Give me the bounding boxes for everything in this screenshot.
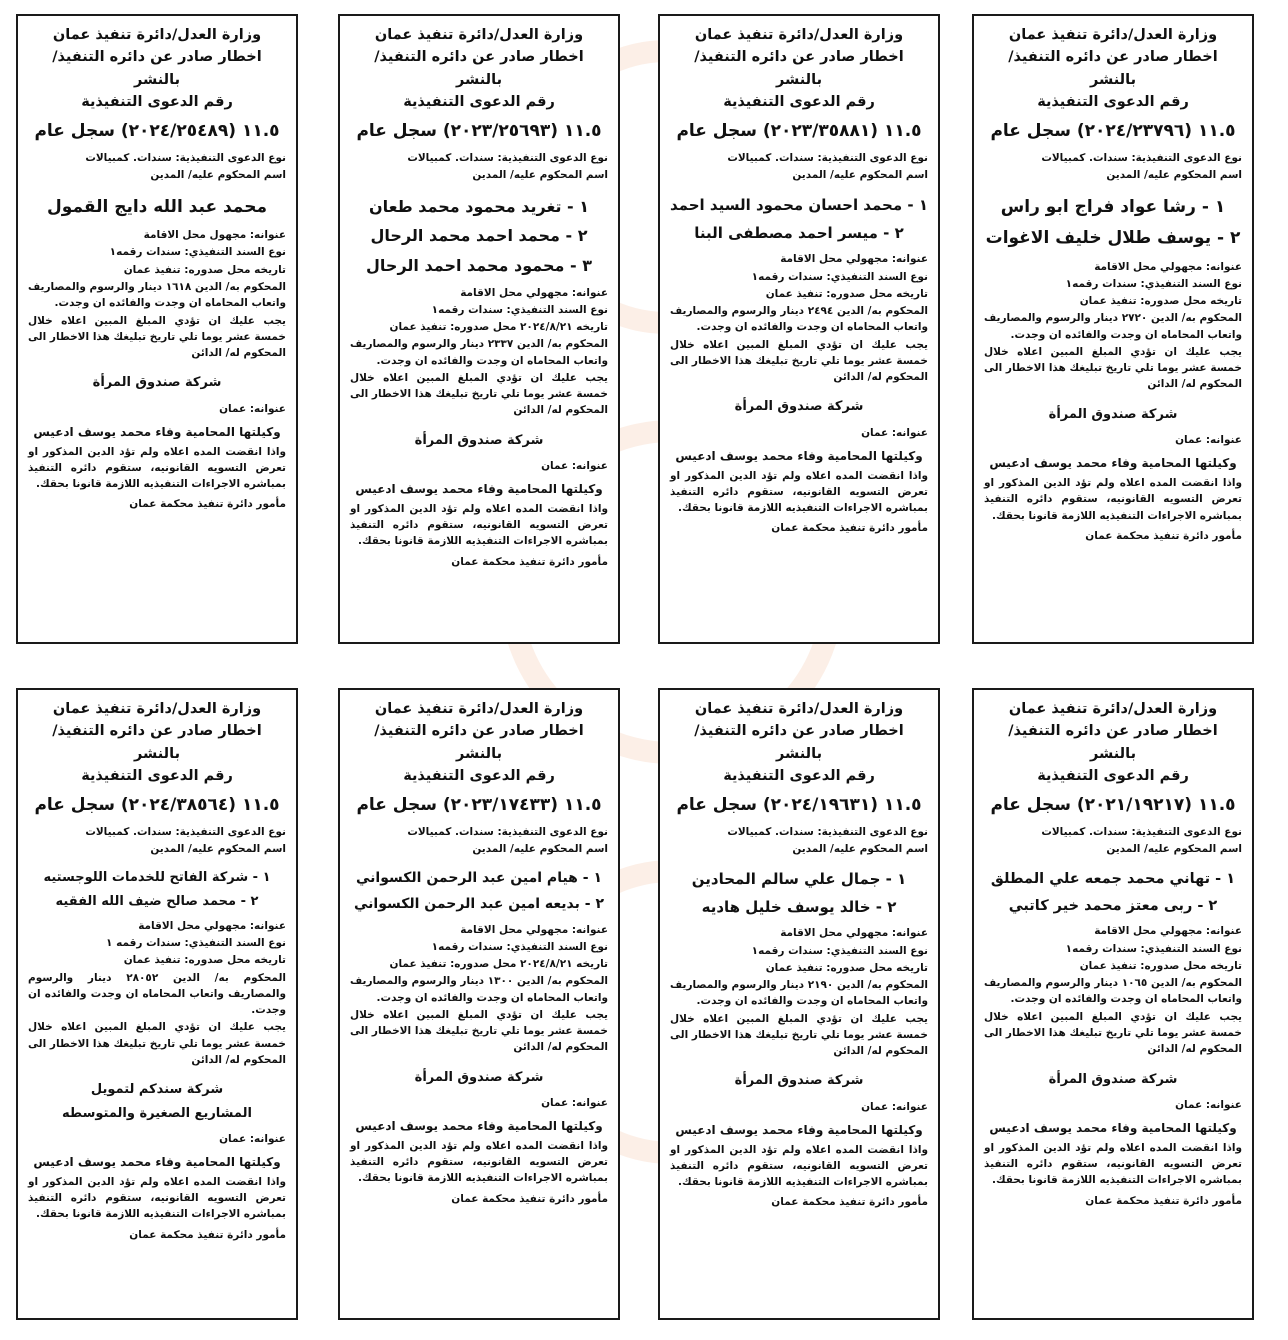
case-number: ١١.٥ (٢٠٢٣/٢٥٦٩٣) سجل عام [356, 120, 602, 141]
notice-type: اخطار صادر عن دائره التنفيذ/ بالنشر [374, 723, 584, 762]
debtor-label: اسم المحكوم عليه/ المدين [1106, 843, 1242, 856]
notice-card [16, 688, 298, 1320]
debtor-name: ١ - شركة الفاتح للخدمات اللوجستيه [43, 869, 271, 885]
debtor-label: اسم المحكوم عليه/ المدين [1106, 169, 1242, 182]
instrument-type: نوع السند التنفيذي: سندات رقمه١ [1065, 942, 1242, 955]
creditor-address: عنوانه: عمان [1175, 434, 1242, 447]
creditor-address: عنوانه: عمان [861, 1100, 928, 1113]
issue-info: تاريخه محل صدوره: تنفيذ عمان [1079, 295, 1242, 308]
case-label: رقم الدعوى التنفيذية [81, 768, 233, 785]
debtor-label: اسم المحكوم عليه/ المدين [150, 169, 286, 182]
case-number: ١١.٥ (٢٠٢٣/١٧٤٣٣) سجل عام [356, 794, 602, 815]
case-kind: نوع الدعوى التنفيذية: سندات. كمبيالات [727, 826, 928, 839]
notice-card [16, 14, 298, 644]
debtor-name: ٢ - خالد يوسف خليل هاديه [701, 897, 897, 916]
payment-demand: يجب عليك ان تؤدي المبلغ المبين اعلاه خلال خمسة عشر يوما تلي تاريخ تبليغك هذا الاخطار الى المحكوم له/ الدائن [28, 1021, 286, 1066]
case-number: ١١.٥ (٢٠٢٤/١٩٦٣١) سجل عام [676, 794, 922, 815]
debtor-names [984, 866, 1242, 920]
instrument-type: نوع السند التنفيذي: سندات رقمه١ [431, 940, 608, 953]
debtor-address: عنوانه: مجهولي محل الاقامة [1094, 925, 1242, 938]
lawyer-agent: وكيلتها المحامية وفاء محمد يوسف ادعيس [355, 482, 603, 497]
signature: مأمور دائرة تنفيذ محكمة عمان [1085, 529, 1242, 542]
case-number: ١١.٥ (٢٠٢٤/٢٥٤٨٩) سجل عام [34, 120, 280, 141]
ministry-header: وزارة العدل/دائرة تنفيذ عمان [374, 701, 584, 717]
debtor-name: ١ - رشا عواد فراج ابو راس [1000, 196, 1226, 217]
debtor-name: ١ - محمد احسان محمود السيد احمد [670, 195, 928, 214]
signature: مأمور دائرة تنفيذ محكمة عمان [1085, 1194, 1242, 1207]
debtor-names [984, 192, 1242, 255]
issue-info: تاريخه محل صدوره: تنفيذ عمان [123, 954, 286, 967]
issue-info: تاريخه محل صدوره: تنفيذ عمان [765, 287, 928, 300]
case-number: ١١.٥ (٢٠٢٤/٣٨٥٦٤) سجل عام [34, 794, 280, 815]
case-label: رقم الدعوى التنفيذية [403, 94, 555, 111]
case-label: رقم الدعوى التنفيذية [723, 768, 875, 785]
debtor-names [28, 866, 286, 914]
signature: مأمور دائرة تنفيذ محكمة عمان [451, 555, 608, 568]
enforcement-warning: واذا انقضت المده اعلاه ولم تؤد الدين المذكور او تعرض التسويه القانونيه، ستقوم دائره التنفيذ بمباشره الاجراءات التنفيذيه اللازمة قانونا بحقك. [670, 469, 928, 515]
creditor-name [350, 1066, 608, 1089]
issue-info: تاريخه محل صدوره: تنفيذ عمان [123, 263, 286, 276]
signature: مأمور دائرة تنفيذ محكمة عمان [129, 1228, 286, 1241]
case-number: ١١.٥ (٢٠٢٤/٢٣٧٩٦) سجل عام [990, 120, 1236, 141]
enforcement-warning: واذا انقضت المده اعلاه ولم تؤد الدين المذكور او تعرض التسويه القانونيه، ستقوم دائره التنفيذ بمباشره الاجراءات التنفيذيه اللازمة قانونا بحقك. [670, 1143, 928, 1189]
debtor-address: عنوانه: مجهولي محل الاقامة [460, 923, 608, 936]
notice-type: اخطار صادر عن دائره التنفيذ/ بالنشر [52, 723, 262, 762]
notice-card [338, 14, 620, 644]
lawyer-agent: وكيلتها المحامية وفاء محمد يوسف ادعيس [989, 1121, 1237, 1136]
debtor-address: عنوانه: مجهولي محل الاقامة [138, 919, 286, 932]
signature: مأمور دائرة تنفيذ محكمة عمان [451, 1192, 608, 1205]
payment-demand: يجب عليك ان تؤدي المبلغ المبين اعلاه خلال خمسة عشر يوما تلي تاريخ تبليغك هذا الاخطار الى المحكوم له/ الدائن [670, 1012, 928, 1058]
ministry-header: وزارة العدل/دائرة تنفيذ عمان [1008, 701, 1218, 717]
payment-demand: يجب عليك ان تؤدي المبلغ المبين اعلاه خلال خمسة عشر يوما تلي تاريخ تبليغك هذا الاخطار الى المحكوم له/ الدائن [28, 314, 286, 360]
debtor-name: ١ - تهاني محمد جمعه علي المطلق [990, 870, 1236, 887]
debtor-name: ٢ - محمد احمد محمد الرحال [370, 226, 588, 246]
instrument-type: نوع السند التنفيذي: سندات رقمه١ [1065, 277, 1242, 290]
notice-card [658, 688, 940, 1320]
ministry-header: وزارة العدل/دائرة تنفيذ عمان [694, 27, 904, 43]
instrument-type: نوع السند التنفيذي: سندات رقمه١ [751, 944, 928, 957]
case-number: ١١.٥ (٢٠٢٣/٣٥٨٨١) سجل عام [676, 120, 922, 141]
notice-type: اخطار صادر عن دائره التنفيذ/ بالنشر [52, 49, 262, 88]
notice-type: اخطار صادر عن دائره التنفيذ/ بالنشر [1008, 723, 1218, 762]
debtor-name: ٢ - ربى معتز محمد خير كاتبي [1008, 897, 1218, 914]
notice-type: اخطار صادر عن دائره التنفيذ/ بالنشر [374, 49, 584, 88]
creditor-name [984, 1068, 1242, 1091]
creditor-address: عنوانه: عمان [1175, 1098, 1242, 1111]
creditor-address: عنوانه: عمان [861, 426, 928, 439]
creditor-address: عنوانه: عمان [541, 460, 608, 473]
payment-demand: يجب عليك ان تؤدي المبلغ المبين اعلاه خلال خمسة عشر يوما تلي تاريخ تبليغك هذا الاخطار الى المحكوم له/ الدائن [984, 345, 1242, 391]
creditor-line: شركة سندكم لتمويل [90, 1082, 224, 1098]
creditor-address: عنوانه: عمان [219, 402, 286, 415]
judgment-amount: المحكوم به/ الدين ٢١٩٠ دينار والرسوم والمصاريف واتعاب المحاماه ان وجدت والفائده ان وجدت. [670, 979, 928, 1008]
creditor-line: شركة صندوق المرأة [414, 432, 544, 448]
lawyer-agent: وكيلتها المحامية وفاء محمد يوسف ادعيس [355, 1119, 603, 1134]
creditor-address: عنوانه: عمان [541, 1097, 608, 1110]
debtor-name: ٢ - ميسر احمد مصطفى البنا [694, 223, 904, 242]
judgment-amount: المحكوم به/ الدين ٢٣٣٧ دينار والرسوم والمصاريف واتعاب المحاماه ان وجدت والفائده ان وجدت. [350, 338, 608, 367]
debtor-names [350, 192, 608, 281]
debtor-label: اسم المحكوم عليه/ المدين [150, 843, 286, 856]
creditor-name [984, 403, 1242, 426]
judgment-amount: المحكوم به/ الدين ١٣٠٠ دينار والرسوم والمصاريف واتعاب المحاماه ان وجدت والفائده ان وجدت. [350, 975, 608, 1004]
enforcement-warning: واذا انقضت المده اعلاه ولم تؤد الدين المذكور او تعرض التسويه القانونيه، ستقوم دائره التنفيذ بمباشره الاجراءات التنفيذيه اللازمة قانونا بحقك. [984, 477, 1242, 522]
debtor-label: اسم المحكوم عليه/ المدين [472, 843, 608, 856]
creditor-name [28, 1078, 286, 1125]
issue-info: تاريخه محل صدوره: تنفيذ عمان [1079, 959, 1242, 972]
signature: مأمور دائرة تنفيذ محكمة عمان [129, 498, 286, 511]
ministry-header: وزارة العدل/دائرة تنفيذ عمان [52, 27, 262, 43]
enforcement-warning: واذا انقضت المده اعلاه ولم تؤد الدين المذكور او تعرض التسويه القانونيه، ستقوم دائره التنفيذ بمباشره الاجراءات التنفيذيه اللازمة قانونا بحقك. [350, 502, 608, 548]
creditor-line: شركة صندوق المرأة [1048, 1071, 1178, 1087]
ministry-header: وزارة العدل/دائرة تنفيذ عمان [374, 27, 584, 43]
issue-info: تاريخه ٢٠٢٤/٨/٢١ محل صدوره: تنفيذ عمان [389, 958, 608, 971]
debtor-address: عنوانه: مجهول محل الاقامة [143, 229, 286, 242]
enforcement-warning: واذا انقضت المده اعلاه ولم تؤد الدين المذكور او تعرض التسويه القانونيه، ستقوم دائره التنفيذ بمباشره الاجراءات التنفيذيه اللازمة قانونا بحقك. [984, 1141, 1242, 1187]
judgment-amount: المحكوم به/ الدين ٢٨٠٥٢ دينار والرسوم والمصاريف واتعاب المحاماه ان وجدت والفائده ان وجدت. [28, 971, 286, 1017]
judgment-amount: المحكوم به/ الدين ٢٧٢٠ دينار والرسوم والمصاريف واتعاب المحاماه ان وجدت والفائده ان وجدت. [984, 312, 1242, 341]
notice-card [338, 688, 620, 1320]
judgment-amount: المحكوم به/ الدين ١٠٦٥ دينار والرسوم والمصاريف واتعاب المحاماه ان وجدت والفائده ان وجدت. [984, 977, 1242, 1006]
case-label: رقم الدعوى التنفيذية [81, 94, 233, 111]
case-kind: نوع الدعوى التنفيذية: سندات. كمبيالات [407, 826, 608, 839]
notice-card [658, 14, 940, 644]
case-label: رقم الدعوى التنفيذية [1037, 94, 1189, 111]
lawyer-agent: وكيلتها المحامية وفاء محمد يوسف ادعيس [675, 449, 923, 464]
case-number: ١١.٥ (٢٠٢١/١٩٢١٧) سجل عام [990, 794, 1236, 815]
debtor-name: ٢ - محمد صالح ضيف الله الفقيه [55, 893, 259, 909]
debtor-name: ١ - هيام امين عبد الرحمن الكسواني [356, 869, 602, 886]
creditor-line: شركة صندوق المرأة [1048, 406, 1178, 422]
case-kind: نوع الدعوى التنفيذية: سندات. كمبيالات [85, 826, 286, 839]
payment-demand: يجب عليك ان تؤدي المبلغ المبين اعلاه خلال خمسة عشر يوما تلي تاريخ تبليغك هذا الاخطار الى المحكوم له/ الدائن [984, 1010, 1242, 1056]
debtor-names [350, 866, 608, 918]
payment-demand: يجب عليك ان تؤدي المبلغ المبين اعلاه خلال خمسة عشر يوما تلي تاريخ تبليغك هذا الاخطار الى المحكوم له/ الدائن [350, 1008, 608, 1054]
judgment-amount: المحكوم به/ الدين ٢٤٩٤ دينار والرسوم والمصاريف واتعاب المحاماه ان وجدت والفائده ان وجدت. [670, 305, 928, 334]
case-label: رقم الدعوى التنفيذية [403, 768, 555, 785]
judgment-amount: المحكوم به/ الدين ١٦١٨ دينار والرسوم والمصاريف واتعاب المحاماه ان وجدت والفائده ان وجدت. [28, 280, 286, 310]
ministry-header: وزارة العدل/دائرة تنفيذ عمان [1008, 27, 1218, 43]
lawyer-agent: وكيلتها المحامية وفاء محمد يوسف ادعيس [33, 424, 281, 439]
creditor-name [670, 1069, 928, 1092]
enforcement-warning: واذا انقضت المده اعلاه ولم تؤد الدين المذكور او تعرض التسويه القانونيه، ستقوم دائره التنفيذ بمباشره الاجراءات التنفيذيه اللازمة قانونا بحقك. [350, 1139, 608, 1185]
debtor-name: ١ - جمال علي سالم المحادين [691, 869, 907, 888]
instrument-type: نوع السند التنفيذي: سندات رقمه١ [431, 303, 608, 316]
creditor-line: شركة صندوق المرأة [734, 1073, 864, 1089]
creditor-name [670, 395, 928, 418]
debtor-address: عنوانه: مجهولي محل الاقامة [780, 253, 928, 266]
debtor-label: اسم المحكوم عليه/ المدين [792, 843, 928, 856]
ministry-header: وزارة العدل/دائرة تنفيذ عمان [52, 701, 262, 717]
instrument-type: نوع السند التنفيذي: سندات رقمه١ [751, 270, 928, 283]
payment-demand: يجب عليك ان تؤدي المبلغ المبين اعلاه خلال خمسة عشر يوما تلي تاريخ تبليغك هذا الاخطار الى المحكوم له/ الدائن [670, 338, 928, 384]
notice-card [972, 688, 1254, 1320]
creditor-name [350, 429, 608, 452]
case-kind: نوع الدعوى التنفيذية: سندات. كمبيالات [407, 152, 608, 165]
creditor-address: عنوانه: عمان [219, 1133, 286, 1146]
enforcement-warning: واذا انقضت المده اعلاه ولم تؤد الدين المذكور او تعرض التسويه القانونيه، ستقوم دائره التنفيذ بمباشره الاجراءات التنفيذيه اللازمة قانونا بحقك. [28, 445, 286, 491]
case-label: رقم الدعوى التنفيذية [723, 94, 875, 111]
signature: مأمور دائرة تنفيذ محكمة عمان [771, 522, 928, 535]
case-label: رقم الدعوى التنفيذية [1037, 768, 1189, 785]
debtor-name: ٣ - محمود محمد احمد الرحال [366, 255, 592, 275]
notice-type: اخطار صادر عن دائره التنفيذ/ بالنشر [1008, 49, 1218, 88]
case-kind: نوع الدعوى التنفيذية: سندات. كمبيالات [85, 152, 286, 165]
case-kind: نوع الدعوى التنفيذية: سندات. كمبيالات [1041, 826, 1242, 839]
debtor-address: عنوانه: مجهولي محل الاقامة [780, 927, 928, 940]
lawyer-agent: وكيلتها المحامية وفاء محمد يوسف ادعيس [675, 1123, 923, 1138]
debtor-name: ١ - تغريد محمود محمد طعان [368, 196, 590, 216]
debtor-names [28, 192, 286, 223]
debtor-names [670, 866, 928, 922]
notice-type: اخطار صادر عن دائره التنفيذ/ بالنشر [694, 49, 904, 88]
signature: مأمور دائرة تنفيذ محكمة عمان [771, 1196, 928, 1209]
issue-info: تاريخه محل صدوره: تنفيذ عمان [765, 961, 928, 974]
debtor-names [670, 192, 928, 248]
debtor-address: عنوانه: مجهولي محل الاقامة [1094, 260, 1242, 273]
creditor-line: شركة صندوق المرأة [414, 1069, 544, 1085]
issue-info: تاريخه ٢٠٢٤/٨/٢١ محل صدوره: تنفيذ عمان [389, 321, 608, 334]
instrument-type: نوع السند التنفيذي: سندات رقمه ١ [106, 937, 286, 950]
lawyer-agent: وكيلتها المحامية وفاء محمد يوسف ادعيس [989, 456, 1237, 471]
creditor-line: المشاريع الصغيرة والمتوسطه [62, 1105, 252, 1121]
debtor-name: ٢ - بديعه امين عبد الرحمن الكسواني [353, 895, 605, 912]
ministry-header: وزارة العدل/دائرة تنفيذ عمان [694, 701, 904, 717]
debtor-name: محمد عبد الله دايج القمول [47, 196, 267, 217]
debtor-label: اسم المحكوم عليه/ المدين [472, 169, 608, 182]
notice-card [972, 14, 1254, 644]
creditor-name [28, 371, 286, 394]
debtor-address: عنوانه: مجهولي محل الاقامة [460, 286, 608, 299]
lawyer-agent: وكيلتها المحامية وفاء محمد يوسف ادعيس [33, 1155, 281, 1170]
instrument-type: نوع السند التنفيذي: سندات رقمه١ [109, 246, 286, 259]
creditor-line: شركة صندوق المرأة [92, 375, 222, 391]
case-kind: نوع الدعوى التنفيذية: سندات. كمبيالات [727, 152, 928, 165]
debtor-name: ٢ - يوسف طلال خليف الاغوات [985, 228, 1241, 249]
debtor-label: اسم المحكوم عليه/ المدين [792, 169, 928, 182]
enforcement-warning: واذا انقضت المده اعلاه ولم تؤد الدين المذكور او تعرض التسويه القانونيه، ستقوم دائره التنفيذ بمباشره الاجراءات التنفيذيه اللازمة قانونا بحقك. [28, 1175, 286, 1221]
notice-type: اخطار صادر عن دائره التنفيذ/ بالنشر [694, 723, 904, 762]
payment-demand: يجب عليك ان تؤدي المبلغ المبين اعلاه خلال خمسة عشر يوما تلي تاريخ تبليغك هذا الاخطار الى المحكوم له/ الدائن [350, 371, 608, 417]
creditor-line: شركة صندوق المرأة [734, 399, 864, 415]
case-kind: نوع الدعوى التنفيذية: سندات. كمبيالات [1041, 152, 1242, 165]
